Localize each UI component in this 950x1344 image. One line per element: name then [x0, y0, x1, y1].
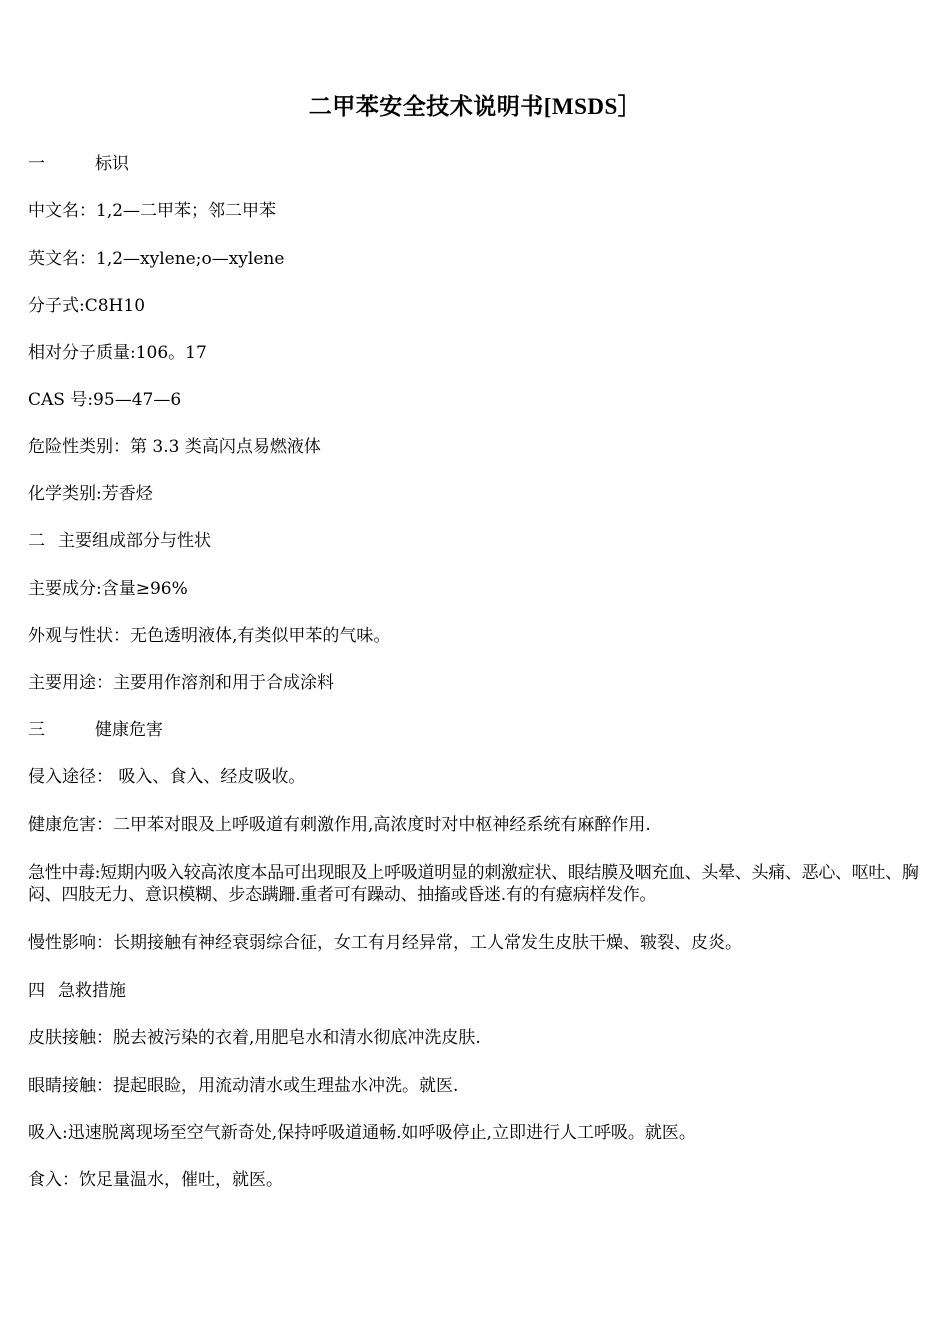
field-cas-number: CAS 号:95—47—6	[28, 390, 182, 410]
section-heading-2	[28, 530, 923, 552]
field-hazard-class: 危险性类别：第 3.3 类高闪点易燃液体	[28, 437, 321, 457]
field-main-use: 主要用途：主要用作溶剂和用于合成涂料	[28, 673, 334, 693]
field-main-component: 主要成分:含量≥96%	[28, 579, 188, 599]
section-heading-1	[28, 153, 923, 175]
section-number: 二	[28, 531, 45, 551]
section-title: 主要组成部分与性状	[58, 531, 211, 551]
field-eye-contact: 眼睛接触：提起眼睑，用流动清水或生理盐水冲洗。就医.	[28, 1076, 459, 1096]
field-skin-contact: 皮肤接触：脱去被污染的衣着,用肥皂水和清水彻底冲洗皮肤.	[28, 1028, 481, 1048]
section-title: 急救措施	[58, 981, 126, 1001]
section-number: 三	[28, 720, 45, 740]
section-heading-3	[28, 719, 923, 741]
field-english-name: 英文名：1,2—xylene;o—xylene	[28, 249, 285, 269]
section-heading-4	[28, 980, 923, 1002]
field-chemical-class: 化学类别:芳香烃	[28, 484, 153, 504]
section-number: 四	[28, 981, 45, 1001]
field-inhalation: 吸入:迅速脱离现场至空气新奇处,保持呼吸道通畅.如呼吸停止,立即进行人工呼吸。就医。	[28, 1123, 696, 1143]
section-title: 健康危害	[95, 720, 163, 740]
field-chronic-effects: 慢性影响：长期接触有神经衰弱综合征，女工有月经异常，工人常发生皮肤干燥、皲裂、皮炎。	[28, 933, 742, 953]
field-chinese-name: 中文名：1,2—二甲苯；邻二甲苯	[28, 201, 277, 221]
field-acute-poisoning: 急性中毒:短期内吸入较高浓度本品可出现眼及上呼吸道明显的刺激症状、眼结膜及咽充血、头晕、头痛、恶心、呕吐、胸闷、四肢无力、意识模糊、步态蹒跚.重者可有躁动、抽搐或昏迷.有的有癔病样发作。	[28, 863, 919, 905]
section-number: 一	[28, 154, 45, 174]
field-molecular-formula: 分子式:C8H10	[28, 296, 146, 316]
field-molecular-weight: 相对分子质量:106。17	[28, 343, 207, 363]
field-ingestion: 食入：饮足量温水，催吐，就医。	[28, 1170, 283, 1190]
section-title: 标识	[95, 154, 129, 174]
document-title: 二甲苯安全技术说明书[MSDS］	[308, 94, 642, 119]
field-exposure-route: 侵入途径： 吸入、食入、经皮吸收。	[28, 767, 306, 787]
field-health-hazard: 健康危害：二甲苯对眼及上呼吸道有刺激作用,高浓度时对中枢神经系统有麻醉作用.	[28, 815, 651, 835]
field-appearance: 外观与性状：无色透明液体,有类似甲苯的气味。	[28, 626, 391, 646]
